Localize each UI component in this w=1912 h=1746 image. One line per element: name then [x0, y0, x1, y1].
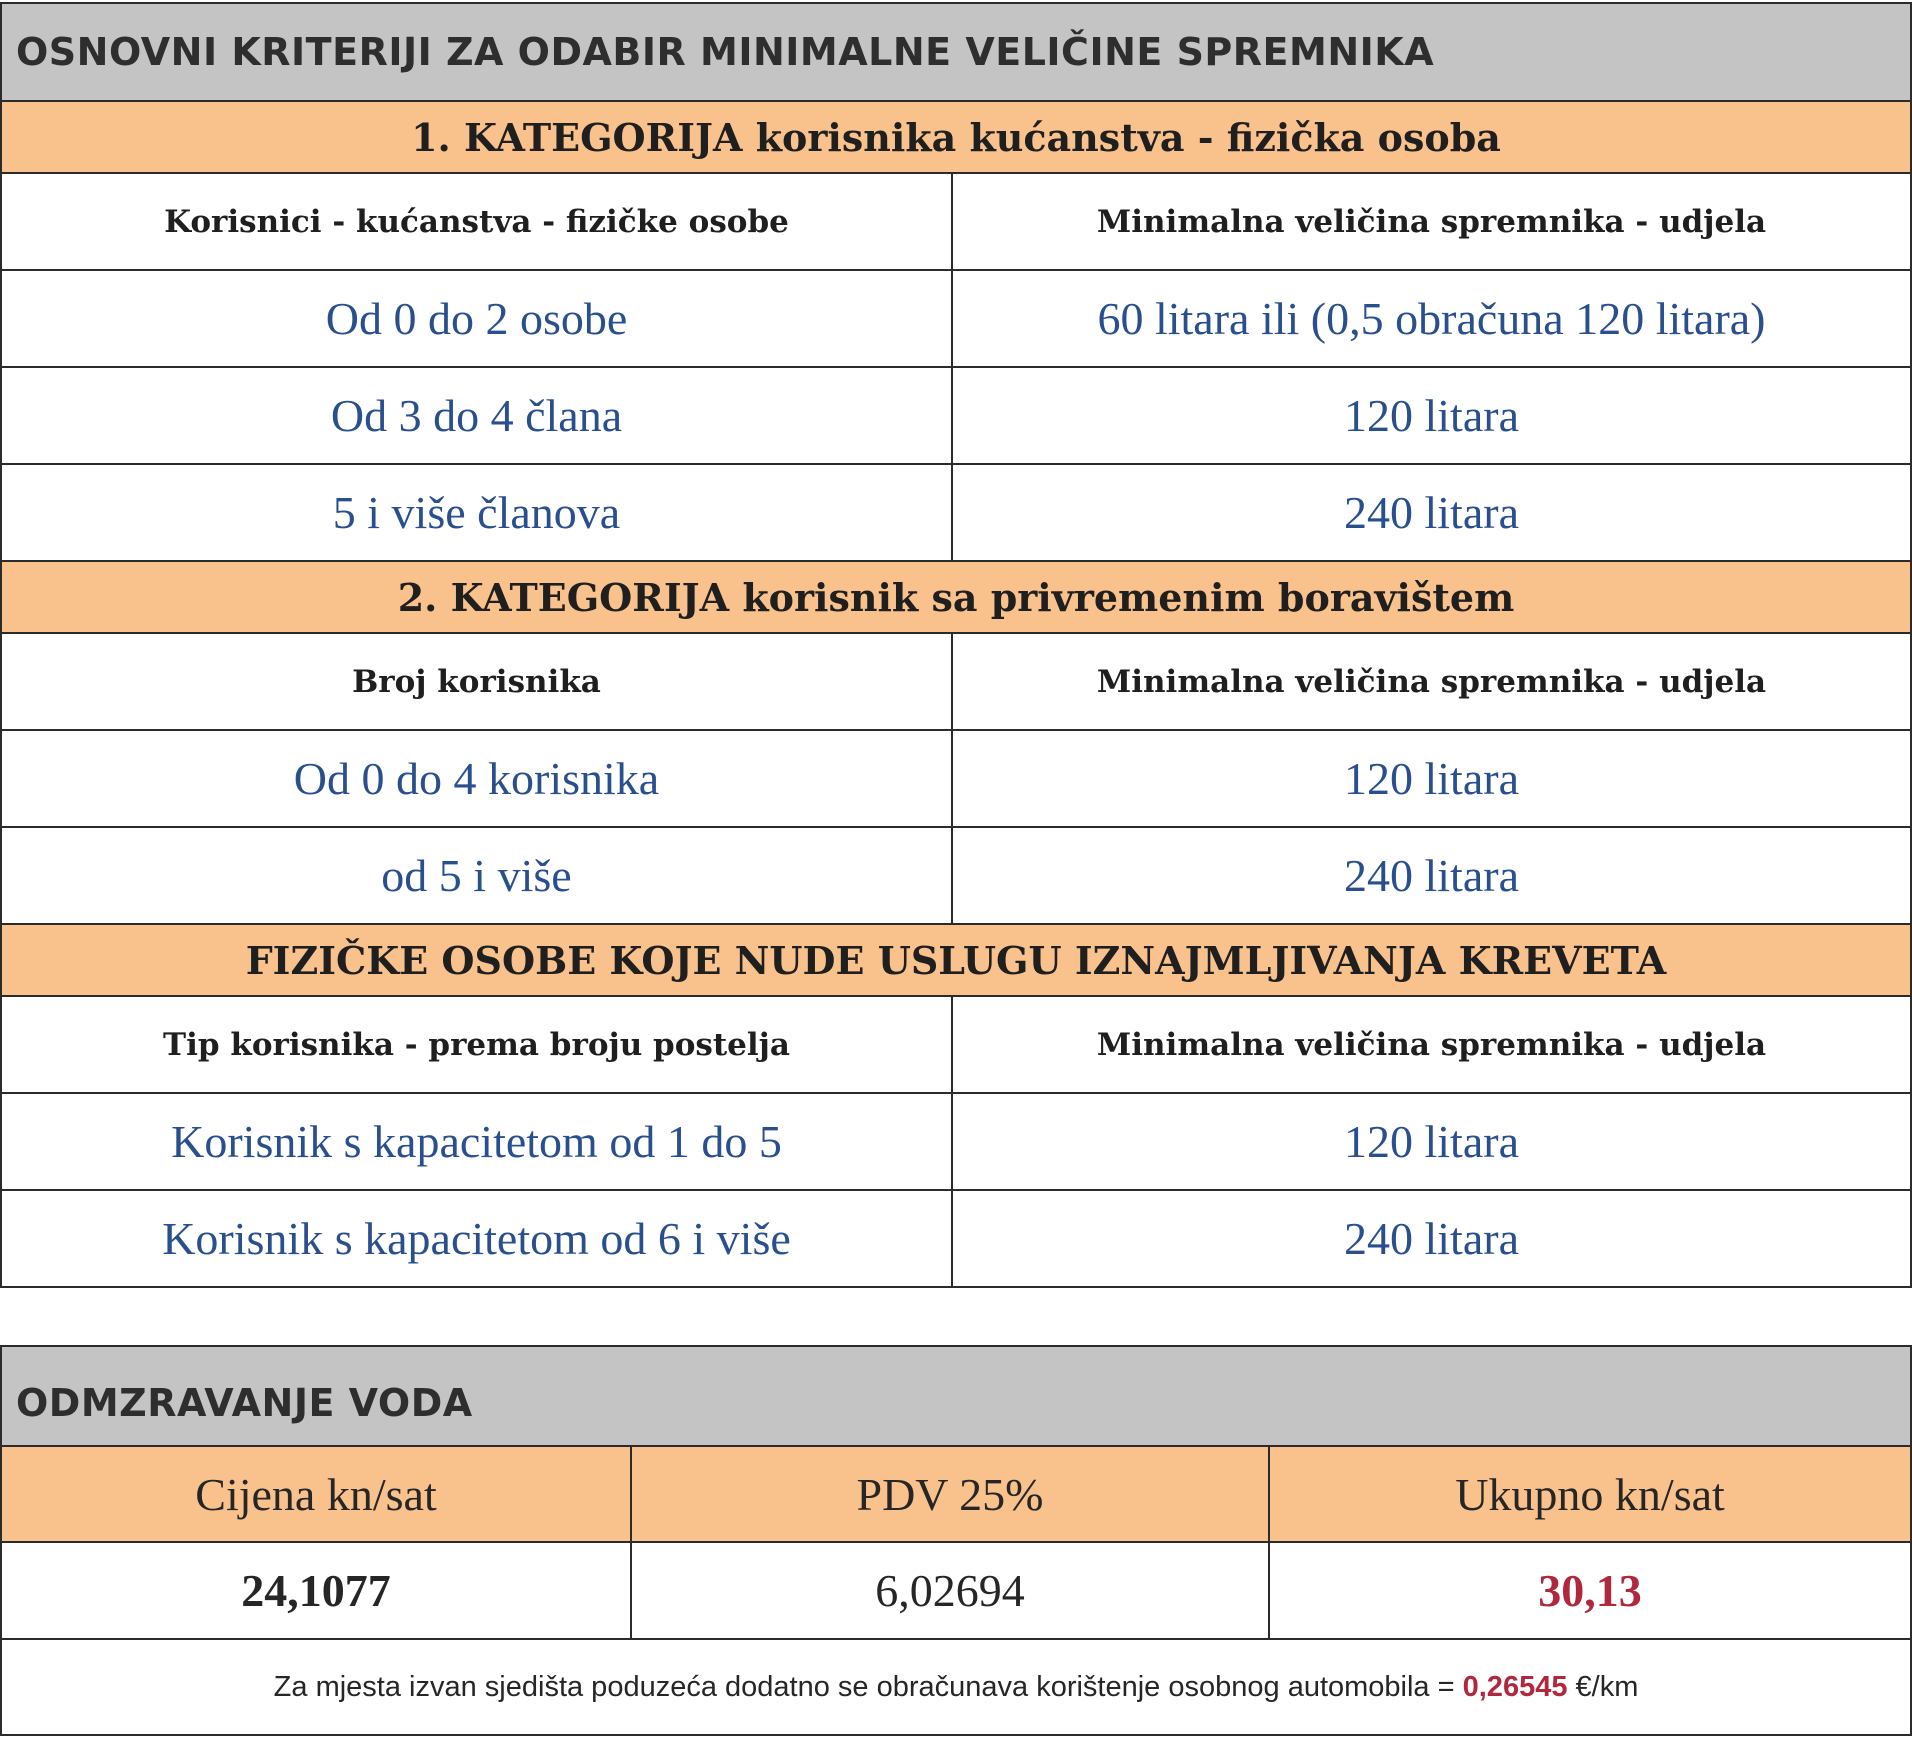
category-1-heading: 1. KATEGORIJA korisnika kućanstva - fizička osoba [1, 101, 1911, 173]
vat-header: PDV 25% [631, 1446, 1269, 1542]
category-2-col1-header: Broj korisnika [1, 633, 952, 730]
travel-note [1, 1639, 1911, 1735]
category-3-heading: FIZIČKE OSOBE KOJE NUDE USLUGU IZNAJMLJIVANJA KREVETA [1, 924, 1911, 996]
category-3-col2-header: Minimalna veličina spremnika - udjela [952, 996, 1911, 1093]
row-size: 240 litara [952, 827, 1911, 924]
row-users: 5 i više članova [1, 464, 952, 561]
table-row [1, 270, 1911, 367]
thawing-title: ODMZRAVANJE VODA [1, 1346, 1911, 1446]
row-size: 120 litara [952, 1093, 1911, 1190]
category-1-col2-header: Minimalna veličina spremnika - udjela [952, 173, 1911, 270]
total-header: Ukupno kn/sat [1269, 1446, 1911, 1542]
total-value: 30,13 [1269, 1542, 1911, 1639]
row-users: Od 0 do 4 korisnika [1, 730, 952, 827]
note-rate: 0,26545 [1462, 1670, 1568, 1703]
table-row [1, 367, 1911, 464]
note-text: Za mjesta izvan sjedišta poduzeća dodatno se obračunava korištenje osobnog automobila = [273, 1670, 1463, 1703]
row-users: Od 0 do 2 osobe [1, 270, 952, 367]
row-size: 240 litara [952, 1190, 1911, 1287]
criteria-table [0, 2, 1912, 1288]
row-users: Od 3 do 4 člana [1, 367, 952, 464]
thawing-table [0, 1345, 1912, 1736]
row-size: 60 litara ili (0,5 obračuna 120 litara) [952, 270, 1911, 367]
criteria-title: OSNOVNI KRITERIJI ZA ODABIR MINIMALNE VELIČINE SPREMNIKA [1, 3, 1911, 101]
row-size: 120 litara [952, 730, 1911, 827]
table-row [1, 730, 1911, 827]
row-users: od 5 i više [1, 827, 952, 924]
price-value: 24,1077 [1, 1542, 631, 1639]
price-header: Cijena kn/sat [1, 1446, 631, 1542]
vat-value: 6,02694 [631, 1542, 1269, 1639]
category-3-col1-header: Tip korisnika - prema broju postelja [1, 996, 952, 1093]
category-2-col2-header: Minimalna veličina spremnika - udjela [952, 633, 1911, 730]
category-1-col1-header: Korisnici - kućanstva - fizičke osobe [1, 173, 952, 270]
note-unit: €/km [1567, 1670, 1639, 1703]
row-size: 120 litara [952, 367, 1911, 464]
row-size: 240 litara [952, 464, 1911, 561]
row-users: Korisnik s kapacitetom od 6 i više [1, 1190, 952, 1287]
row-users: Korisnik s kapacitetom od 1 do 5 [1, 1093, 952, 1190]
table-row [1, 1093, 1911, 1190]
table-row [1, 827, 1911, 924]
category-2-heading: 2. KATEGORIJA korisnik sa privremenim boravištem [1, 561, 1911, 633]
table-row [1, 1190, 1911, 1287]
table-row [1, 464, 1911, 561]
